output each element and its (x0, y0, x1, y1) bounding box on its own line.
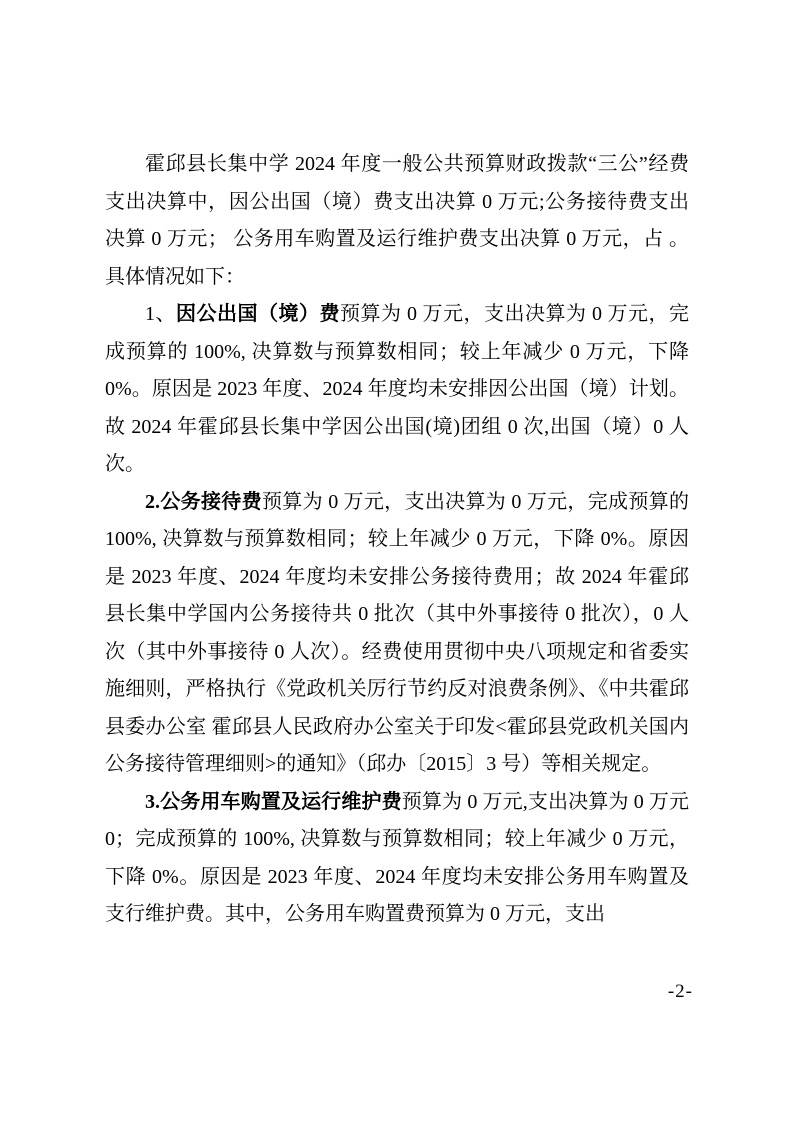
bold-text-segment: 2.公务接待费 (145, 490, 262, 513)
text-segment: 预算为 0 万元，支出决算为 0 万元，完成预算的 100%, 决算数与预算数相同；较上年减少 0 万元，下降 0%。原因是 2023 年度、2024 年度均未安排因公出国（境）计划。故 2024 年霍邱县长集中学因公出国(境)团组 0 次,出国（境）0 人次。 (105, 303, 689, 475)
bold-text-segment: 因公出国（境）费 (176, 303, 340, 325)
page-number: -2- (667, 981, 693, 1002)
section-1-paragraph (105, 296, 689, 484)
text-segment: 霍邱县长集中学 2024 年度一般公共预算财政拨款“三公”经费支出决算中，因公出国（境）费支出决算 0 万元;公务接待费支出决算 0 万元； 公务用车购置及运行维护费支出决算 0 万元，占 。具体情况如下： (105, 153, 689, 288)
text-segment: 预算为 0 万元,支出决算为 0 万元 0；完成预算的 100%, 决算数与预算数相同；较上年减少 0 万元，下降 0%。原因是 2023 年度、2024 年度均未安排公务用车购置及支行维护费。其中，公务用车购置费预算为 0 万元，支出 (105, 790, 690, 925)
intro-paragraph (105, 146, 689, 296)
section-3-paragraph (105, 784, 689, 934)
text-segment: 1、 (145, 303, 176, 325)
document-body (105, 146, 689, 934)
bold-text-segment: 3.公务用车购置及运行维护费 (145, 790, 402, 813)
section-2-paragraph (105, 484, 689, 784)
text-segment: 预算为 0 万元，支出决算为 0 万元，完成预算的 100%, 决算数与预算数相同；较上年减少 0 万元，下降 0%。原因是 2023 年度、2024 年度均未安排公务接待费用；故 2024 年霍邱县长集中学国内公务接待共 0 批次（其中外事接待 0 批次），0 人次（其中外事接待 0 人次）。经费使用贯彻中央八项规定和省委实施细则，严格执行《党政机关厉行节约反对浪费条例》、《中共霍邱县委办公室 霍邱县人民政府办公室关于印发<霍邱县党政机关国内公务接待管理细则>的通知》（邱办〔2015〕3 号）等相关规定。 (105, 490, 690, 775)
